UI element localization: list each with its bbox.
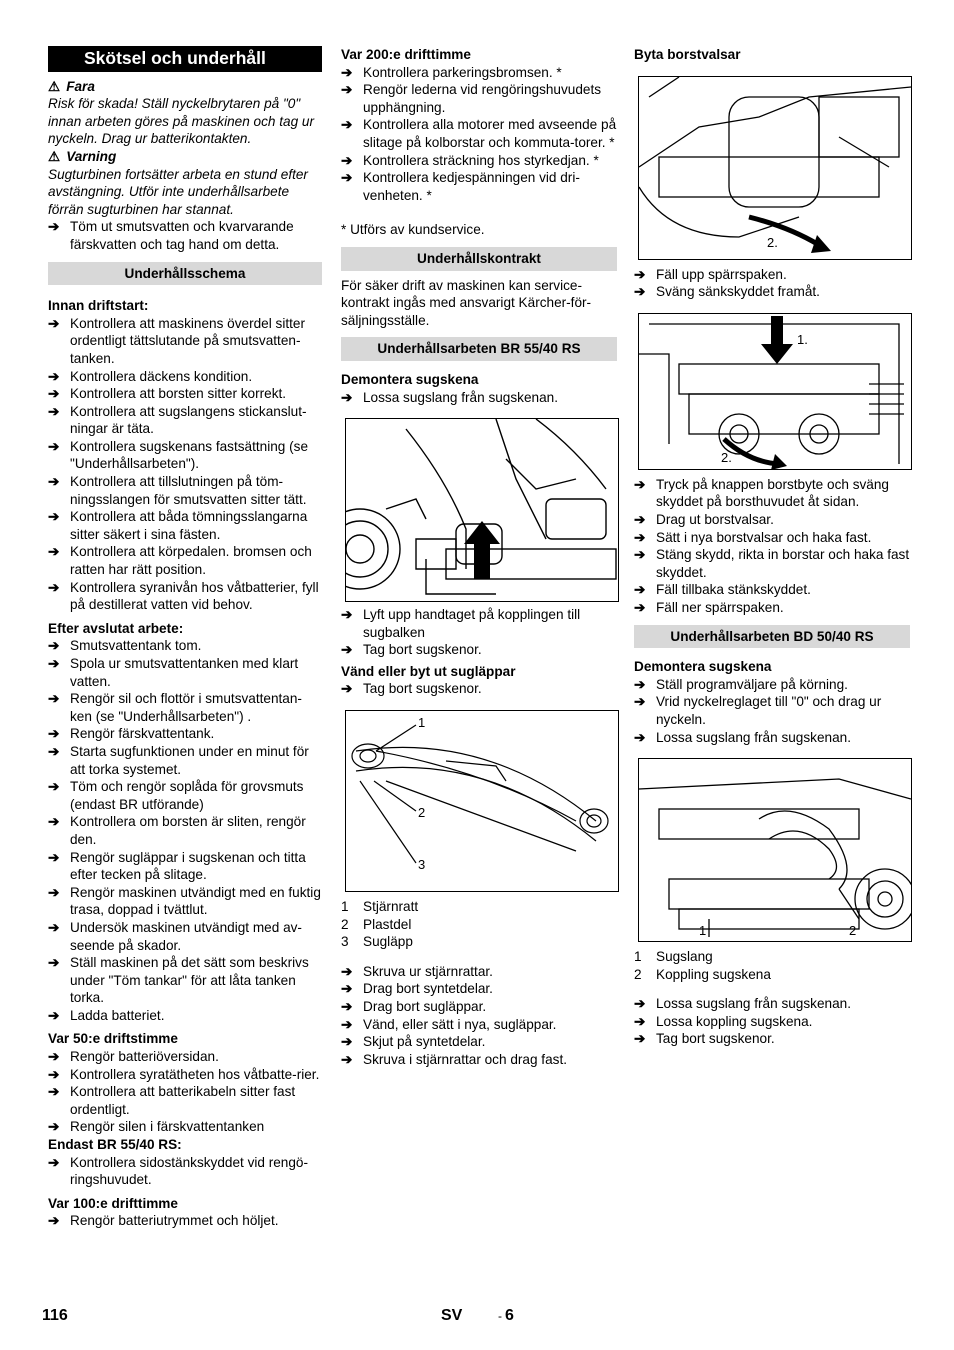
step-item [634, 693, 910, 728]
arrow-icon: ➔ [48, 1007, 60, 1023]
final-steps [341, 963, 617, 1069]
step-text: Skruva ur stjärnrattar. [363, 963, 493, 979]
step-item [634, 729, 910, 747]
step-item [48, 655, 322, 690]
arrow-icon: ➔ [48, 509, 60, 525]
step-item [634, 676, 910, 694]
step-item [634, 529, 910, 547]
arrow-icon: ➔ [48, 1084, 60, 1100]
arrow-icon: ➔ [341, 152, 353, 168]
figure-label: 1 [699, 923, 707, 939]
demontera-steps [341, 389, 617, 407]
efter-heading: Efter avslutat arbete: [48, 620, 184, 636]
arrow-icon: ➔ [48, 849, 60, 865]
legend-item [341, 933, 617, 951]
arrow-icon: ➔ [48, 438, 60, 454]
step-text: Kontrollera att sugslangens stickanslut-ningar är täta. [70, 403, 307, 437]
step-text: Kontrollera parkeringsbromsen. * [363, 64, 562, 80]
var100-steps [48, 1212, 322, 1230]
step-item [48, 637, 322, 655]
step-item [341, 64, 617, 82]
arrow-icon: ➔ [341, 981, 353, 997]
step-text: Sätt i nya borstvalsar och haka fast. [656, 529, 872, 545]
step-item [341, 169, 617, 204]
arrow-icon: ➔ [634, 284, 646, 300]
endast-steps [48, 1154, 322, 1189]
step-item [48, 778, 322, 813]
vand-steps [341, 680, 617, 698]
step-text: Kontrollera alla motorer med avseende på slitage på kolborstar och kommuta-torer. * [363, 117, 617, 150]
step-item [341, 641, 617, 659]
arrow-icon: ➔ [48, 386, 60, 402]
legend-text: Sugläpp [363, 934, 413, 950]
legend-text: Stjärnratt [363, 899, 419, 915]
step-item [634, 266, 910, 284]
var200-steps [341, 64, 617, 205]
legend-item [634, 966, 910, 984]
arrow-icon: ➔ [48, 368, 60, 384]
arrow-icon: ➔ [48, 315, 60, 331]
step-text: Kontrollera om borsten är sliten, rengör den. [70, 814, 306, 847]
figure-brush-head [638, 76, 912, 260]
step-item [341, 963, 617, 981]
figure-drawing [639, 314, 911, 469]
arrow-icon: ➔ [634, 729, 646, 745]
figure-label: 2 [418, 805, 426, 821]
step-item [48, 315, 322, 368]
vand-heading: Vänd eller byt ut sugläppar [341, 663, 516, 679]
section-underhallsschema: Underhållsschema [48, 262, 322, 286]
arrow-icon: ➔ [341, 1016, 353, 1032]
figure-label: 2 [849, 923, 857, 939]
legend-number: 3 [341, 934, 349, 950]
step-text: Lossa koppling sugskena. [656, 1013, 813, 1029]
arrow-icon: ➔ [634, 476, 646, 492]
step-item [341, 1051, 617, 1069]
arrow-icon: ➔ [48, 656, 60, 671]
arrow-icon: ➔ [48, 691, 60, 707]
step-text: Rengör batteriutrymmet och höljet. [70, 1213, 279, 1229]
legend-squeegee [341, 898, 617, 951]
step-text: Stäng skydd, rikta in borstar och haka fast skyddet. [656, 547, 910, 580]
step-item [341, 389, 617, 407]
arrow-icon: ➔ [341, 1051, 353, 1067]
arrow-icon: ➔ [341, 642, 353, 658]
step-text: Smutsvattentank tom. [70, 638, 202, 654]
figure-label: 1. [797, 331, 808, 347]
arrow-icon: ➔ [634, 676, 646, 692]
step-text: Sväng sänkskyddet framåt. [656, 284, 820, 300]
step-item [634, 1030, 910, 1048]
step-text: Lossa sugslang från sugskenan. [656, 729, 851, 745]
warning-icon: ⚠ [48, 148, 61, 164]
var200-heading: Var 200:e drifttimme [341, 47, 471, 62]
legend-number: 2 [341, 916, 349, 932]
arrow-icon: ➔ [48, 1154, 60, 1170]
step-item [634, 546, 910, 581]
figure-drawing [346, 711, 618, 891]
arrow-icon: ➔ [634, 1031, 646, 1047]
demontera-heading: Demontera sugskena [634, 659, 772, 675]
arrow-icon: ➔ [341, 170, 353, 186]
arrow-icon: ➔ [634, 1013, 646, 1029]
var100-heading: Var 100:e drifttimme [48, 1195, 178, 1211]
step-text: Rengör batteriöversidan. [70, 1049, 219, 1065]
intro-step: ➔ Töm ut smutsvatten och kvarvarande färskvatten och tag hand om detta. [48, 219, 294, 252]
step-item [634, 599, 910, 617]
step-item [48, 403, 322, 438]
step-item [48, 1083, 322, 1118]
step-text: Tag bort sugskenor. [363, 642, 482, 658]
fara-label: ⚠ Fara [48, 78, 95, 94]
legend-item [341, 898, 617, 916]
step-text: Ladda batteriet. [70, 1007, 165, 1023]
step-text: Rengör färskvattentank. [70, 726, 215, 742]
step-text: Fäll tillbaka stänkskyddet. [656, 582, 811, 598]
arrow-icon: ➔ [48, 955, 60, 971]
warning-icon: ⚠ [48, 78, 61, 94]
step-text: Tryck på knappen borstbyte och sväng skyddet på borsthuvudet åt sidan. [656, 476, 889, 510]
figure-drawing [346, 419, 618, 601]
arrow-icon: ➔ [48, 1066, 60, 1082]
step-item [48, 579, 322, 614]
step-item [48, 743, 322, 778]
step-text: Spola ur smutsvattentanken med klart vatten. [70, 656, 299, 689]
arrow-icon: ➔ [48, 726, 60, 742]
step-item [341, 980, 617, 998]
section-underhallsarbeten-br: Underhållsarbeten BR 55/40 RS [341, 337, 617, 361]
step-item [48, 884, 322, 919]
arrow-icon: ➔ [48, 779, 60, 795]
page-title: Skötsel och underhåll [48, 46, 322, 72]
arrow-icon: ➔ [48, 219, 60, 235]
step-item [634, 581, 910, 599]
kontrakt-text: För säker drift av maskinen kan service-kontrakt ingås med ansvarigt Kärcher-för-säljningsställe. [341, 277, 592, 328]
step-text: Drag ut borstvalsar. [656, 511, 774, 527]
figure-drawing [639, 77, 911, 259]
step-text: Rengör silen i färskvattentanken [70, 1119, 265, 1135]
step-text: Fäll ner spärrspaken. [656, 599, 784, 615]
step-text: Kontrollera syranivån hos våtbatterier, fyll på destillerat vatten vid behov. [70, 579, 319, 613]
step-text: Ställ maskinen på det sätt som beskrivs under "Töm tankar" för att låta tanken torka. [70, 955, 309, 1006]
step-item [48, 1212, 322, 1230]
endast-heading: Endast BR 55/40 RS: [48, 1137, 182, 1153]
demontera-steps [634, 676, 910, 746]
figure-sugslang [638, 758, 912, 942]
step-item [48, 543, 322, 578]
arrow-icon: ➔ [634, 266, 646, 282]
step-text: Kontrollera att körpedalen. bromsen och ratten har rätt position. [70, 544, 312, 578]
step-item [341, 998, 617, 1016]
step-text: Starta sugfunktionen under en minut för att torka systemet. [70, 743, 309, 777]
step-text: Rengör lederna vid rengöringshuvudets upphängning. [363, 82, 602, 115]
arrow-icon: ➔ [341, 82, 353, 98]
step-text: Kontrollera däckens kondition. [70, 368, 253, 384]
arrow-icon: ➔ [634, 582, 646, 598]
column-2 [341, 44, 617, 1068]
arrow-icon: ➔ [341, 389, 353, 405]
arrow-icon: ➔ [341, 963, 353, 979]
step-text: Skjut på syntetdelar. [363, 1034, 486, 1050]
efter-steps [48, 637, 322, 1024]
step-text: Kontrollera att båda tömningsslangarna sitter säkert i sina fästen. [70, 509, 308, 542]
sub-page-number: - 6 [498, 1307, 514, 1324]
figure-drawing [639, 759, 911, 941]
step-item [48, 1154, 322, 1189]
steps-a [634, 266, 910, 301]
step-text: Undersök maskinen utvändigt med av-seende på skador. [70, 919, 302, 953]
arrow-icon: ➔ [341, 64, 353, 80]
step-item [48, 1066, 322, 1084]
step-item [341, 81, 617, 116]
step-text: Kontrollera att batterikabeln sitter fast ordentligt. [70, 1084, 296, 1117]
arrow-icon: ➔ [48, 919, 60, 935]
language-code: SV [441, 1307, 463, 1324]
step-item [341, 116, 617, 151]
step-text: Kontrollera att maskinens överdel sitter ordentligt tättslutande på smutsvatten-tanken. [70, 315, 305, 366]
varning-text: Sugturbinen fortsätter arbeta en stund efter avstängning. Utför inte underhållsarbete förrän sugturbinen har stannat. [48, 166, 308, 217]
step-item [48, 368, 322, 386]
step-item [634, 995, 910, 1013]
step-item [48, 1007, 322, 1025]
arrow-icon: ➔ [634, 547, 646, 563]
figure-sugskena-coupling [345, 418, 619, 602]
step-text: Lossa sugslang från sugskenan. [656, 996, 851, 1012]
fara-text: Risk för skada! Ställ nyckelbrytaren på "0" innan arbeten göres på maskinen och tag ur nyckeln. Drag ur batterikontakten. [48, 96, 315, 147]
legend-number: 2 [634, 966, 642, 982]
step-item [341, 606, 617, 641]
var50-steps [48, 1048, 322, 1136]
step-text: Kontrollera kedjespänningen vid dri-venheten. * [363, 170, 580, 203]
step-text: Fäll upp spärrspaken. [656, 266, 787, 282]
step-text: Rengör maskinen utvändigt med en fuktig trasa, doppad i tvättlut. [70, 884, 321, 918]
step-item [48, 438, 322, 473]
step-item [48, 725, 322, 743]
step-text: Vrid nyckelreglaget till "0" och drag ur nyckeln. [656, 694, 882, 727]
arrow-icon: ➔ [341, 1034, 353, 1050]
arrow-icon: ➔ [341, 999, 353, 1015]
step-item [48, 473, 322, 508]
step-item [48, 849, 322, 884]
var50-heading: Var 50:e driftstimme [48, 1031, 178, 1047]
arrow-icon: ➔ [48, 638, 60, 654]
figure-label: 2. [721, 449, 732, 465]
step-item [48, 508, 322, 543]
arrow-icon: ➔ [48, 403, 60, 419]
legend-text: Plastdel [363, 916, 412, 932]
arrow-icon: ➔ [634, 529, 646, 545]
step-text: Ställ programväljare på körning. [656, 676, 848, 692]
arrow-icon: ➔ [634, 599, 646, 615]
arrow-icon: ➔ [48, 544, 60, 560]
step-text: Kontrollera sugskenans fastsättning (se "Underhållsarbeten"). [70, 438, 309, 472]
byta-heading: Byta borstvalsar [634, 47, 741, 62]
step-text: Vänd, eller sätt i nya, sugläppar. [363, 1016, 557, 1032]
arrow-icon: ➔ [48, 1213, 60, 1229]
arrow-icon: ➔ [48, 1049, 60, 1065]
figure-brush-cover [638, 313, 912, 470]
step-text: Lossa sugslang från sugskenan. [363, 389, 558, 405]
legend-text: Sugslang [656, 949, 713, 965]
legend-text: Koppling sugskena [656, 966, 771, 982]
arrow-icon: ➔ [48, 814, 60, 830]
arrow-icon: ➔ [634, 511, 646, 527]
step-text: Skruva i stjärnrattar och drag fast. [363, 1051, 567, 1067]
step-text: Töm och rengör soplåda för grovsmuts (endast BR utförande) [70, 779, 304, 812]
step-item [48, 919, 322, 954]
legend-number: 1 [341, 899, 349, 915]
innan-heading: Innan driftstart: [48, 298, 149, 314]
arrow-icon: ➔ [48, 743, 60, 759]
step-text: Kontrollera syratätheten hos våtbatte-rier. [70, 1066, 320, 1082]
steps-b [634, 476, 910, 617]
legend-number: 1 [634, 949, 642, 965]
step-item [48, 813, 322, 848]
legend-item [341, 916, 617, 934]
arrow-icon: ➔ [341, 117, 353, 133]
step-item [48, 954, 322, 1007]
step-text: Lyft upp handtaget på kopplingen till sugbalken [363, 607, 581, 640]
step-item [634, 283, 910, 301]
step-text: Kontrollera att borsten sitter korrekt. [70, 386, 287, 402]
section-underhallskontrakt: Underhållskontrakt [341, 247, 617, 271]
step-text: Kontrollera sidostänkskyddet vid rengö-ringshuvudet. [70, 1154, 309, 1188]
innan-steps [48, 315, 322, 614]
step-item [634, 476, 910, 511]
step-item [341, 1033, 617, 1051]
figure-label: 1 [418, 715, 426, 731]
step-item [48, 1118, 322, 1136]
step-text: Tag bort sugskenor. [656, 1031, 775, 1047]
arrow-icon: ➔ [634, 996, 646, 1012]
page-number: 116 [42, 1307, 68, 1324]
step-text: Rengör sugläppar i sugskenan och titta efter tecken på slitage. [70, 849, 306, 883]
arrow-icon: ➔ [48, 474, 60, 490]
step-text: Tag bort sugskenor. [363, 681, 482, 697]
step-item [341, 680, 617, 698]
step-item [48, 690, 322, 725]
column-1 [48, 44, 322, 1230]
footnote: * Utförs av kundservice. [341, 222, 485, 238]
figure-label: 3 [418, 857, 426, 873]
demontera-heading: Demontera sugskena [341, 371, 479, 387]
arrow-icon: ➔ [48, 1119, 60, 1135]
figure-label: 2. [767, 234, 778, 250]
step-text: Drag bort syntetdelar. [363, 981, 493, 997]
column-3 [634, 44, 910, 1048]
legend-sugslang [634, 948, 910, 983]
figure-squeegee [345, 710, 619, 892]
varning-label: ⚠ Varning [48, 148, 117, 164]
final-steps [634, 995, 910, 1048]
after-figure1-steps [341, 606, 617, 659]
step-text: Drag bort sugläppar. [363, 999, 487, 1015]
step-item [634, 1013, 910, 1031]
arrow-icon: ➔ [634, 694, 646, 710]
arrow-icon: ➔ [48, 579, 60, 595]
step-item [341, 1016, 617, 1034]
step-item [48, 385, 322, 403]
arrow-icon: ➔ [341, 681, 353, 697]
step-item [341, 152, 617, 170]
step-item [634, 511, 910, 529]
step-text: Rengör sil och flottör i smutsvattentan-ken (se "Underhållsarbeten") . [70, 691, 302, 724]
legend-item [634, 948, 910, 966]
arrow-icon: ➔ [48, 884, 60, 900]
section-underhallsarbeten-bd: Underhållsarbeten BD 50/40 RS [634, 625, 910, 649]
step-text: Kontrollera att tillslutningen på töm-ningsslangen för smutsvatten sitter tätt. [70, 474, 307, 507]
arrow-icon: ➔ [341, 607, 353, 623]
step-item [48, 1048, 322, 1066]
step-text: Kontrollera sträckning hos styrkedjan. * [363, 152, 599, 168]
